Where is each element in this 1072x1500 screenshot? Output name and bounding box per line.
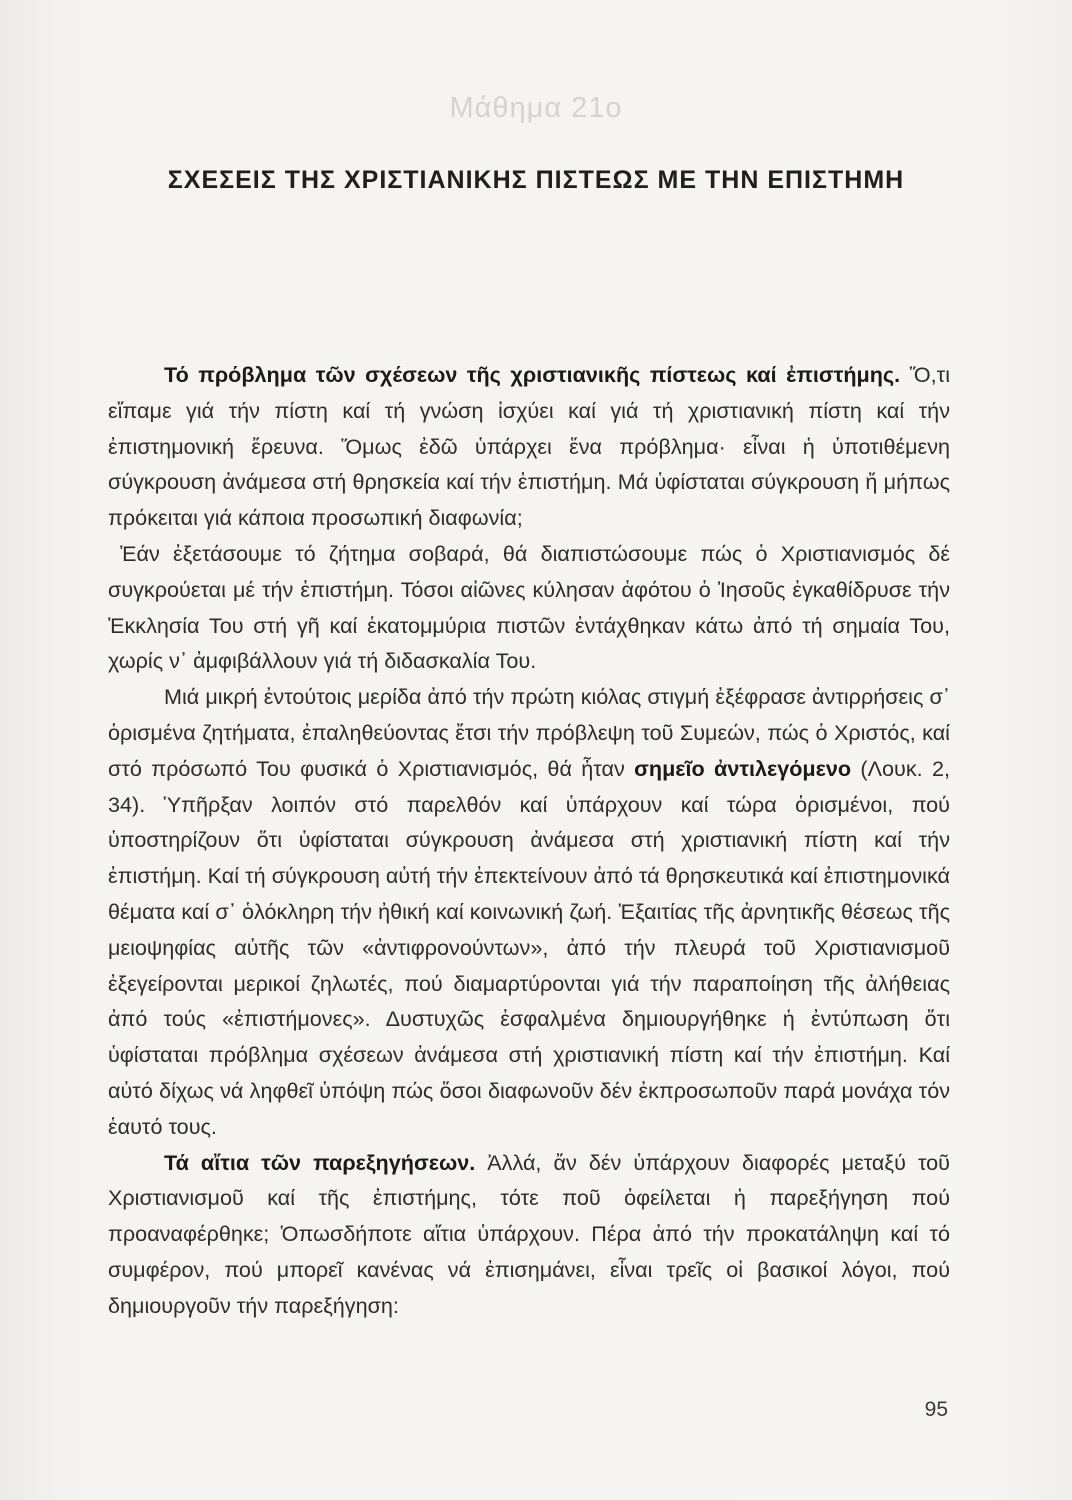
- paragraph-3-text-a: Μιά μικρή ἐντούτοις μερίδα ἀπό τήν πρώτη κιόλας στιγμή ἐξέφρασε ἀντιρρήσεις σ᾿ ὁρισμένα ζητήματα, ἐπαληθεύοντας ἔτσι τήν πρόβλεψη τοῦ Συμεών, πώς ὁ Χριστός, καί στό πρόσωπό Του φυσικά ὁ Χριστιανισμός, θά ἦταν: [108, 684, 950, 781]
- paragraph-4: [108, 1145, 950, 1324]
- paragraph-2: Ἐάν ἐξετάσουμε τό ζήτημα σοβαρά, θά διαπιστώσουμε πώς ὁ Χριστιανισμός δέ συγκρούεται μέ τήν ἐπιστήμη. Τόσοι αἰῶνες κύλησαν ἀφότου ὁ Ἰησοῦς ἐγκαθίδρυσε τήν Ἐκκλησία Του στή γῆ καί ἑκατομμύρια πιστῶν ἐντάχθηκαν κάτω ἀπό τή σημαία Του, χωρίς ν᾿ ἀμφιβάλλουν γιά τή διδασκαλία Του.: [108, 540, 950, 674]
- paragraph-4-text: Ἀλλά, ἄν δέν ὑπάρχουν διαφορές μεταξύ τοῦ Χριστιανισμοῦ καί τῆς ἐπιστήμης, τότε ποῦ ὀφείλεται ἡ παρεξήγηση πού προαναφέρθηκε; Ὁπωσδήποτε αἴτια ὑπάρχουν. Πέρα ἀπό τήν προκατάληψη καί τό συμφέρον, πού μπορεῖ κανένας νά ἐπισημάνει, εἶναι τρεῖς οἱ βασικοί λόγοι, πού δημιουργοῦν τήν παρεξήγηση:: [108, 1149, 950, 1318]
- paragraph-3-text-b: (Λουκ. 2, 34). Ὑπῆρξαν λοιπόν στό παρελθόν καί ὑπάρχουν καί τώρα ὁρισμένοι, πού ὑποστηρίζουν ὅτι ὑφίσταται σύγκρουση ἀνάμεσα στή χριστιανική πίστη καί τήν ἐπιστήμη. Καί τή σύγκρουση αὐτή τήν ἐπεκτείνουν ἀπό τά θρησκευτικά καί ἐπιστημονικά θέματα καί σ᾿ ὁλόκληρη τήν ἠθική καί κοινωνική ζωή. Ἐξαιτίας τῆς ἀρνητικῆς θέσεως τῆς μειοψηφίας αὐτῆς τῶν «ἀντιφρονούντων», ἀπό τήν πλευρά τοῦ Χριστιανισμοῦ ἐξεγείρονται μερικοί ζηλωτές, πού διαμαρτύρονται γιά τήν παραποίηση τῆς ἀλήθειας ἀπό τούς «ἐπιστήμονες». Δυστυχῶς ἐσφαλμένα δημιουργήθηκε ἡ ἐντύπωση ὅτι ὑφίσταται πρόβλημα σχέσεων ἀνάμεσα στή χριστιανική πίστη καί τήν ἐπιστήμη. Καί αὐτό δίχως νά ληφθεῖ ὑπόψη πώς ὅσοι διαφωνοῦν δέν ἐκπροσωποῦν παρά μονάχα τόν ἑαυτό τους.: [108, 755, 950, 1139]
- paragraph-3: [108, 679, 950, 1144]
- paragraph-1-heading: Τό πρόβλημα τῶν σχέσεων τῆς χριστιανικῆς πίστεως καί ἐπιστήμης.: [164, 362, 901, 387]
- paragraph-3-bold: σημεῖο ἀντιλεγόμενο: [634, 755, 852, 781]
- chapter-title: ΣΧΕΣΕΙΣ ΤΗΣ ΧΡΙΣΤΙΑΝΙΚΗΣ ΠΙΣΤΕΩΣ ΜΕ ΤΗΝ ΕΠΙΣΤΗΜΗ: [167, 166, 905, 194]
- body-text: [108, 357, 950, 1324]
- lesson-label: Μάθημα 21ο: [449, 92, 623, 124]
- page-number: 95: [924, 1398, 948, 1421]
- paragraph-1-text: Ὅ,τι εἴπαμε γιά τήν πίστη καί τή γνώση ἰσχύει καί γιά τή χριστιανική πίστη καί τήν ἐπιστημονική ἔρευνα. Ὅμως ἐδῶ ὑπάρχει ἕνα πρόβλημα· εἶναι ἡ ὑποτιθέμενη σύγκρουση ἀνάμεσα στή θρησκεία καί τήν ἐπιστήμη. Μά ὑφίσταται σύγκρουση ἤ μήπως πρόκειται γιά κάποια προσωπική διαφωνία;: [108, 362, 951, 531]
- paragraph-1: [108, 357, 950, 536]
- paragraph-4-heading: Τά αἴτια τῶν παρεξηγήσεων.: [164, 1149, 476, 1175]
